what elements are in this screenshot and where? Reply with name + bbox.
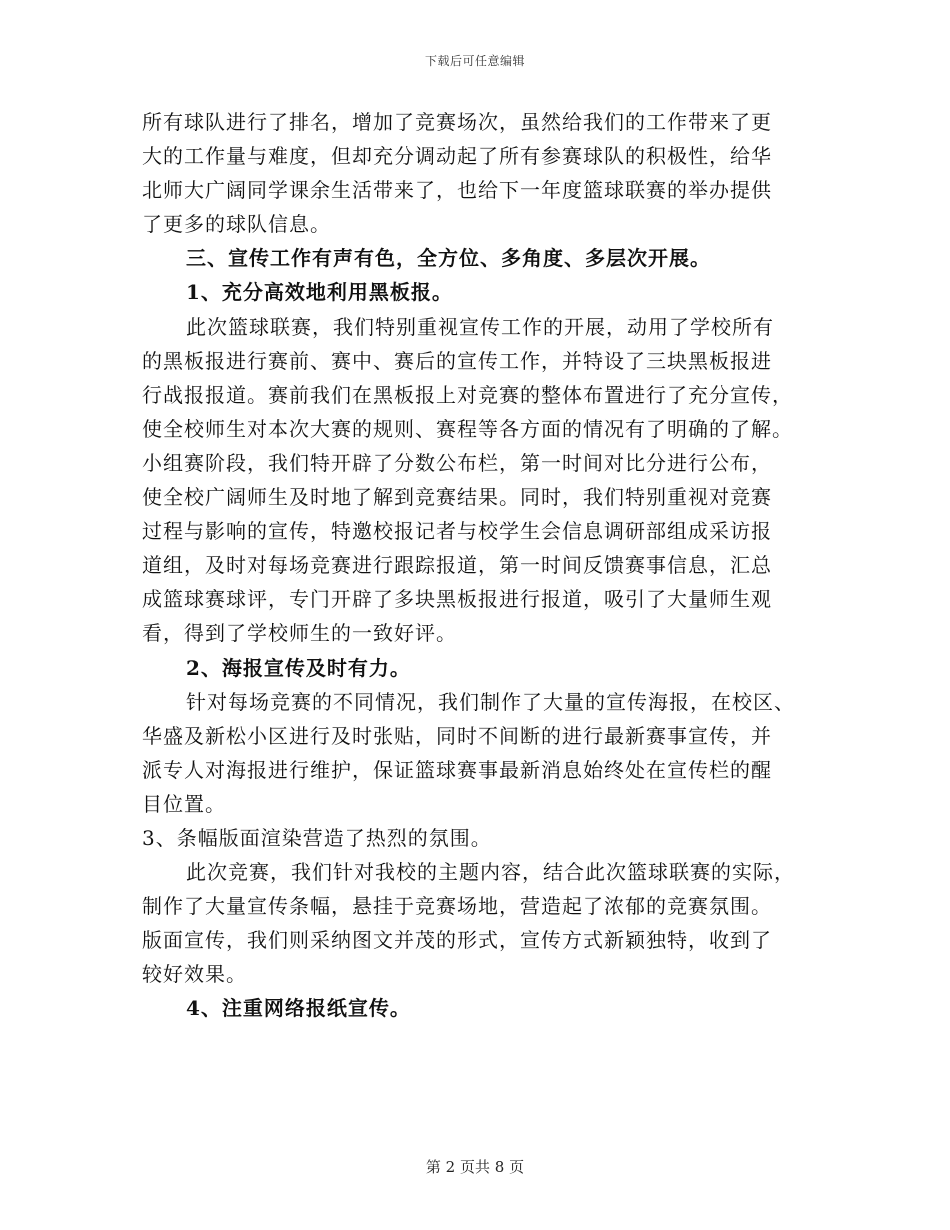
text-line: 看，得到了学校师生的一致好评。 — [142, 621, 457, 646]
document-body — [142, 105, 812, 1026]
text-line: 2、海报宣传及时有力。 — [186, 655, 411, 680]
text-line: 道组，及时对每场竞赛进行跟踪报道，第一时间反馈赛事信息，汇总 — [142, 553, 772, 578]
text-line: 使全校广阔师生及时地了解到竞赛结果。同时，我们特别重视对竞赛 — [142, 485, 772, 510]
text-line: 大的工作量与难度，但却充分调动起了所有参赛球队的积极性，给华 — [142, 144, 772, 169]
text-line: 3、条幅版面渲染营造了热烈的氛围。 — [142, 825, 492, 850]
page-header: 下载后可任意编辑 — [424, 54, 525, 68]
text-line: 较好效果。 — [142, 962, 247, 987]
text-line: 1、充分高效地利用黑板报。 — [186, 280, 453, 305]
text-line: 版面宣传，我们则采纳图文并茂的形式，宣传方式新颖独特，收到了 — [142, 928, 772, 953]
text-line: 成篮球赛球评，专门开辟了多块黑板报进行报道，吸引了大量师生观 — [142, 587, 772, 612]
text-line: 小组赛阶段，我们特开辟了分数公布栏，第一时间对比分进行公布， — [142, 450, 772, 475]
text-line: 行战报报道。赛前我们在黑板报上对竞赛的整体布置进行了充分宣传， — [142, 382, 793, 407]
text-line: 过程与影响的宣传，特邀校报记者与校学生会信息调研部组成采访报 — [142, 519, 772, 544]
text-line: 华盛及新松小区进行及时张贴，同时不间断的进行最新赛事宣传，并 — [142, 723, 772, 748]
text-line: 的黑板报进行赛前、赛中、赛后的宣传工作，并特设了三块黑板报进 — [142, 348, 772, 373]
text-line: 所有球队进行了排名，增加了竞赛场次，虽然给我们的工作带来了更 — [142, 110, 772, 134]
page-footer: 第 2 页共 8 页 — [425, 1158, 525, 1176]
text-line: 目位置。 — [142, 791, 226, 816]
text-line: 北师大广阔同学课余生活带来了，也给下一年度篮球联赛的举办提供 — [142, 178, 772, 203]
text-line: 了更多的球队信息。 — [142, 212, 331, 237]
text-line: 派专人对海报进行维护，保证篮球赛事最新消息始终处在宣传栏的醒 — [142, 757, 772, 782]
text-line: 4、注重网络报纸宣传。 — [186, 996, 411, 1021]
text-line: 此次篮球联赛，我们特别重视宣传工作的开展，动用了学校所有 — [186, 314, 774, 339]
text-line: 三、宣传工作有声有色，全方位、多角度、多层次开展。 — [186, 246, 711, 271]
text-line: 针对每场竞赛的不同情况，我们制作了大量的宣传海报，在校区、 — [186, 689, 795, 714]
text-line: 使全校师生对本次大赛的规则、赛程等各方面的情况有了明确的了解。 — [142, 416, 793, 441]
text-line: 此次竞赛，我们针对我校的主题内容，结合此次篮球联赛的实际， — [186, 860, 795, 885]
text-line: 制作了大量宣传条幅，悬挂于竞赛场地，营造起了浓郁的竞赛氛围。 — [142, 894, 772, 919]
